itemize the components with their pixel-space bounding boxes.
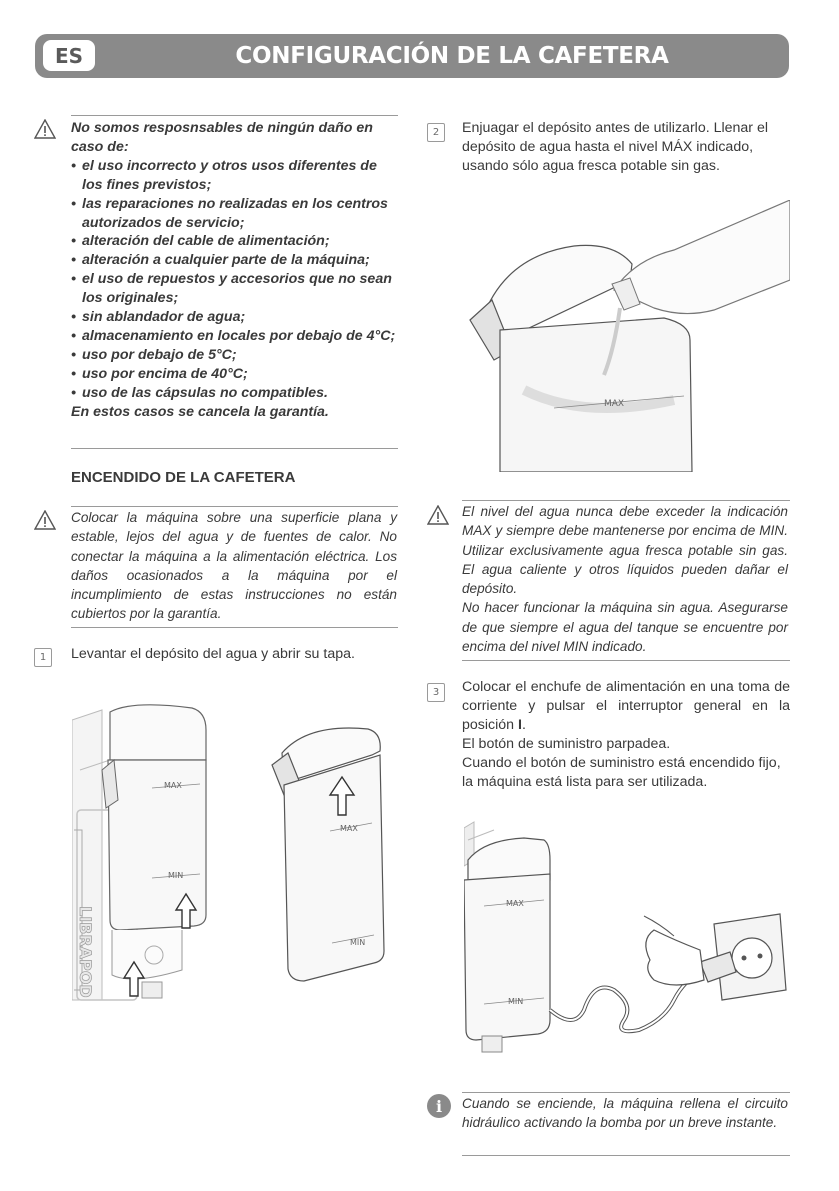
section-title: ENCENDIDO DE LA CAFETERA	[71, 469, 296, 486]
list-item: • sin ablandador de agua;	[71, 308, 401, 327]
max-label: MAX	[604, 399, 625, 409]
list-item: • el uso incorrecto y otros usos diferentes de los fines previstos;	[71, 157, 401, 195]
step-number: 1	[34, 648, 52, 667]
step-3-text	[462, 678, 790, 792]
liability-warning	[71, 119, 401, 422]
step-3-line3: Cuando el botón de suministro está encendido fijo, la máquina está lista para ser utilizada.	[462, 755, 781, 790]
list-item: • el uso de repuestos y accesorios que no sean los originales;	[71, 270, 401, 308]
divider	[462, 1155, 790, 1156]
machine-plug-in-illustration	[464, 820, 790, 1060]
water-warning-p1: El nivel del agua nunca debe exceder la indicación MAX y siempre debe mantenerse por encima de MIN. Utilizar exclusivamente agua fresca potable sin gas. El agua caliente y otros líquidos pueden dañar el depósito.	[462, 504, 788, 597]
max-label: MAX	[340, 824, 358, 833]
step-number: 2	[427, 123, 445, 142]
list-item: • uso por debajo de 5°C;	[71, 346, 401, 365]
divider	[71, 448, 398, 449]
divider	[71, 115, 398, 116]
svg-text:LIBRAPOD: LIBRAPOD	[76, 906, 95, 998]
liability-outro: En estos casos se cancela la garantía.	[71, 403, 329, 420]
list-item: • uso por encima de 40°C;	[71, 365, 401, 384]
machine-tank-lift-illustration	[72, 700, 212, 1008]
warning-icon	[34, 510, 56, 530]
list-item: • alteración del cable de alimentación;	[71, 232, 401, 251]
divider	[71, 627, 398, 628]
page-header	[35, 34, 789, 78]
tank-open-lid-illustration	[268, 725, 386, 983]
step-1-text: Levantar el depósito del agua y abrir su tapa.	[71, 646, 355, 662]
divider	[462, 660, 790, 661]
min-label: MIN	[508, 997, 524, 1006]
step-number: 3	[427, 683, 445, 702]
info-note: Cuando se enciende, la máquina rellena el circuito hidráulico activando la bomba por un breve instante.	[462, 1096, 788, 1131]
divider	[462, 1092, 790, 1093]
info-icon: i	[427, 1094, 451, 1118]
liability-list	[71, 157, 401, 403]
tank-filling-illustration	[464, 200, 790, 472]
step-3-line1: Colocar el enchufe de alimentación en una toma de corriente y pulsar el interruptor general en la posición	[462, 679, 790, 733]
list-item: • almacenamiento en locales por debajo de 4°C;	[71, 327, 401, 346]
min-label: MIN	[350, 938, 366, 947]
list-item: • las reparaciones no realizadas en los centros autorizados de servicio;	[71, 195, 401, 233]
water-level-warning	[462, 502, 788, 656]
min-label: MIN	[168, 871, 184, 880]
warning-icon	[427, 505, 449, 525]
placement-warning: Colocar la máquina sobre una superficie plana y estable, lejos del agua y de fuentes de calor. No conectar la máquina a la alimentación eléctrica. Los daños ocasionados a la máquina por el incumplimiento de estas instrucciones no están cubiertos por la garantía.	[71, 510, 397, 622]
step-3-line2: El botón de suministro parpadea.	[462, 736, 671, 752]
step-2-text: Enjuagar el depósito antes de utilizarlo. Llenar el depósito de agua hasta el nivel MÁX indicado, usando sólo agua fresca potable sin gas.	[462, 120, 769, 174]
step-3-line1-end: .	[521, 717, 526, 733]
page-title: CONFIGURACIÓN DE LA CAFETERA	[235, 43, 669, 69]
divider	[462, 500, 790, 501]
divider	[71, 506, 398, 507]
water-warning-p2: No hacer funcionar la máquina sin agua. Asegurarse de que siempre el agua del tanque se encuentre por encima del nivel MIN indicado.	[462, 600, 788, 655]
language-badge: ES	[43, 40, 95, 71]
liability-intro: No somos resposnsables de ningún daño en caso de:	[71, 120, 373, 155]
warning-icon	[34, 119, 56, 139]
list-item: • uso de las cápsulas no compatibles.	[71, 384, 401, 403]
list-item: • alteración a cualquier parte de la máquina;	[71, 251, 401, 270]
max-label: MAX	[164, 781, 182, 790]
max-label: MAX	[506, 899, 524, 908]
switch-position: I	[518, 717, 522, 733]
